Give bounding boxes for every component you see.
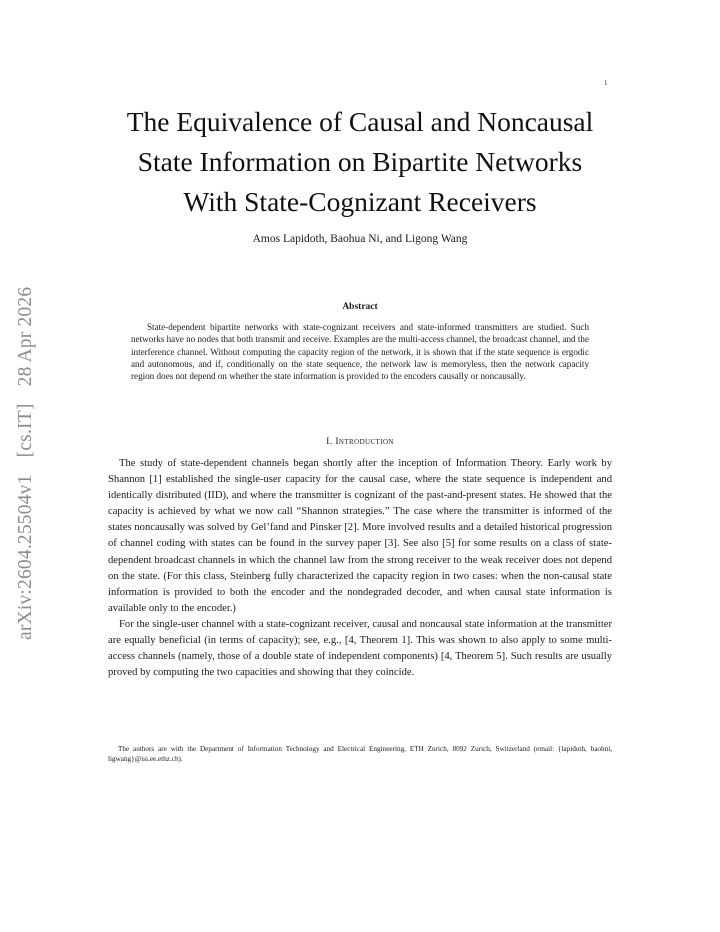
section-heading bbox=[100, 436, 620, 447]
title-line: State Information on Bipartite Networks bbox=[137, 146, 583, 177]
paper-title bbox=[100, 102, 620, 222]
author-list: Amos Lapidoth, Baohua Ni, and Ligong Wang bbox=[252, 233, 468, 245]
abstract-text: State-dependent bipartite networks with state-cognizant receivers and state-informed transmitters are studied. Such networks have no nodes that both transmit and receive. Examples are the multi-access channel, the broadcast channel, and the interference channel. Without computing the capacity region of the network, it is shown that if the state sequence is ergodic and autonomous, and if, conditionally on the state sequence, the network law is memoryless, then the network capacity region does not depend on whether the state information is provided to the encoders causally or noncausally. bbox=[131, 322, 589, 382]
title-line: With State-Cognizant Receivers bbox=[183, 186, 537, 217]
body-paragraph: For the single-user channel with a state-cognizant receiver, causal and noncausal state information at the transmitter are equally beneficial (in terms of capacity); see, e.g., [4, Theorem 1]. This was shown to also apply to some multi-access channels (namely, those of a double state of independent components) [4, Theorem 5]. Such results are usually proved by computing the two capacities and showing that they coincide. bbox=[108, 618, 612, 679]
arxiv-stamp bbox=[15, 260, 37, 640]
body-paragraph: The study of state-dependent channels began shortly after the inception of Information Theory. Early work by Shannon [1] established the single-user capacity for the causal case, where the state sequence is independent and identically distributed (IID), and where the transmitter is cognizant of the past-and-present states. He showed that the capacity is achieved by what we now call “Shannon strategies.” The case where the transmitter is informed of the states noncausally was solved by Gel’fand and Pinsker [2]. More involved results and a detailed historical progression of channel coding with states can be found in the survey paper [3]. See also [5] for some results on a class of state-dependent broadcast channels in which the channel law from the strong receiver to the weak receiver does not depend on the state. (For this class, Steinberg fully characterized the capacity region in two cases: when the non-causal state information is provided to both the encoder and the nondegraded decoder, and when causal state information is available only to the encoder.) bbox=[108, 458, 612, 614]
arxiv-category: [cs.IT] bbox=[15, 403, 36, 458]
arxiv-date: 28 Apr 2026 bbox=[15, 286, 36, 387]
page-number: 1 bbox=[604, 79, 608, 87]
introduction-body bbox=[108, 456, 612, 681]
abstract-heading: Abstract bbox=[342, 302, 378, 312]
title-line: The Equivalence of Causal and Noncausal bbox=[126, 106, 594, 137]
arxiv-id: arXiv:2604.25504v1 bbox=[15, 474, 36, 640]
section-title: Introduction bbox=[335, 436, 394, 447]
author-affiliation-footnote: The authors are with the Department of Information Technology and Electrical Engineering, ETH Zurich, 8092 Zurich, Switzerland (email: {lapidoth, baohni, ligwang}@isi.ee.ethz.ch). bbox=[108, 745, 612, 764]
section-number: I. bbox=[326, 436, 333, 447]
